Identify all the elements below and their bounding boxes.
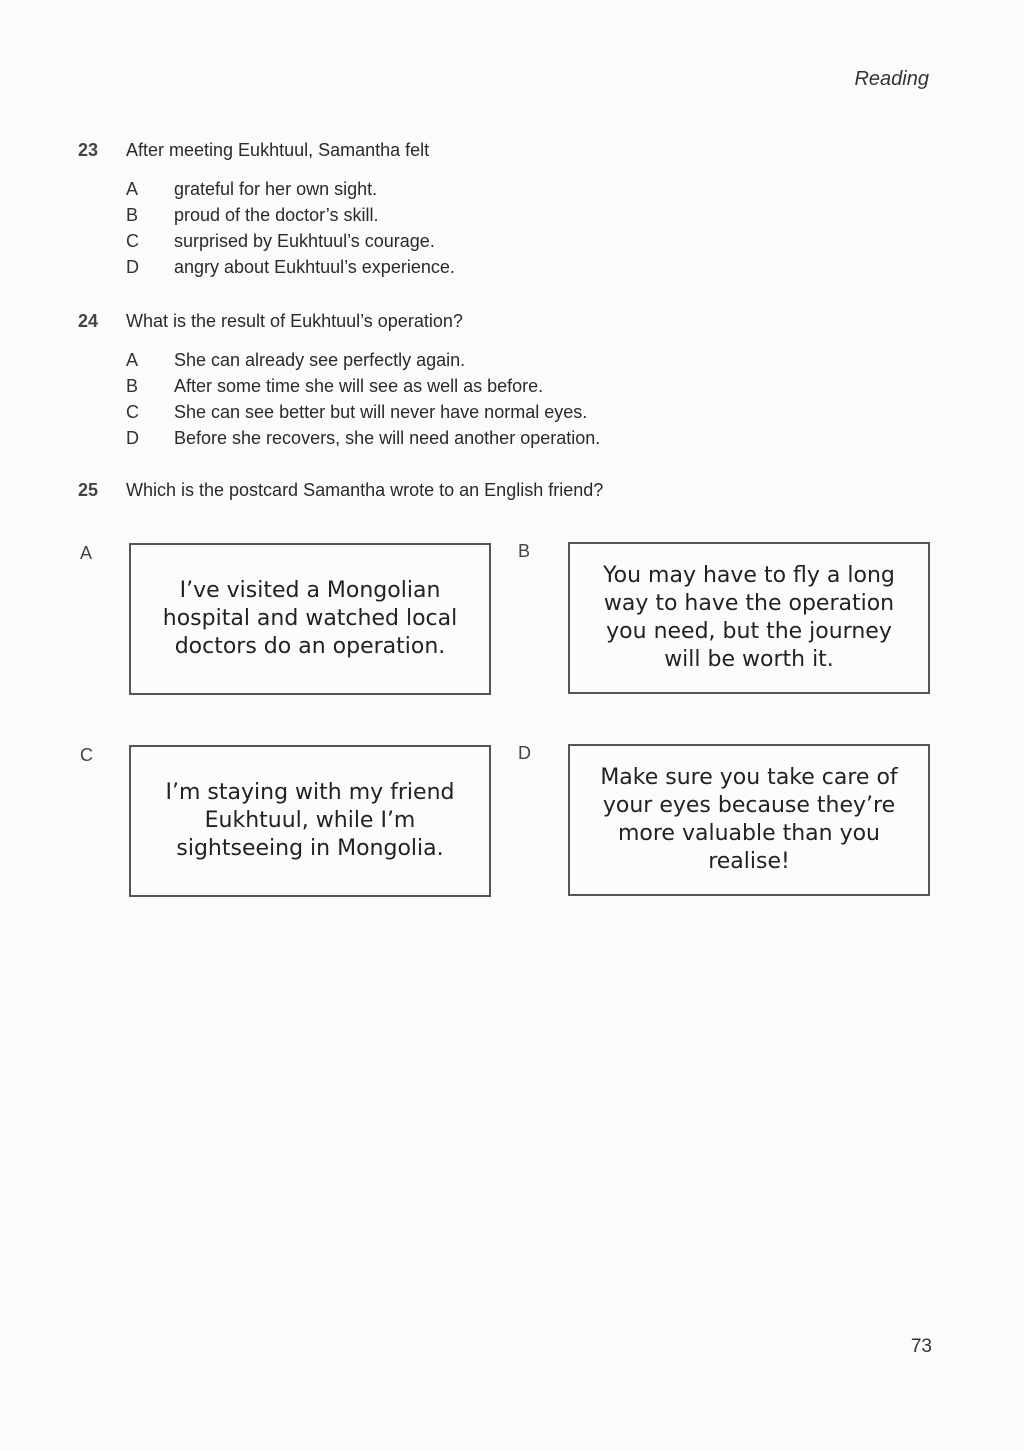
option-letter: B xyxy=(126,205,139,225)
option-text: She can already see perfectly again. xyxy=(174,350,466,370)
postcard-a[interactable] xyxy=(129,543,491,695)
option-a[interactable] xyxy=(126,347,698,373)
option-letter: C xyxy=(126,231,139,251)
question-number: 23 xyxy=(78,140,99,160)
option-text: grateful for her own sight. xyxy=(174,179,378,199)
postcard-label-b: B xyxy=(518,541,531,561)
options-list xyxy=(78,347,698,451)
option-letter: D xyxy=(126,428,139,448)
option-text: She can see better but will never have normal eyes. xyxy=(174,402,588,422)
options-list xyxy=(78,176,698,280)
option-c[interactable] xyxy=(126,399,698,425)
section-header: Reading xyxy=(854,68,929,90)
question-number: 25 xyxy=(78,480,99,500)
option-b[interactable] xyxy=(126,202,698,228)
page-number: 73 xyxy=(910,1336,932,1357)
postcard-text: Make sure you take care of your eyes because they’re more valuable than you realise! xyxy=(600,765,898,874)
postcard-b[interactable] xyxy=(568,542,930,694)
option-b[interactable] xyxy=(126,373,698,399)
postcard-label-a: A xyxy=(80,543,93,563)
option-a[interactable] xyxy=(126,176,698,202)
question-25 xyxy=(78,478,698,502)
option-c[interactable] xyxy=(126,228,698,254)
question-23 xyxy=(78,138,698,280)
option-text: surprised by Eukhtuul’s courage. xyxy=(174,231,435,251)
option-letter: A xyxy=(126,179,139,199)
option-letter: D xyxy=(126,257,139,277)
option-letter: C xyxy=(126,402,139,422)
postcard-text: I’ve visited a Mongolian hospital and watched local doctors do an operation. xyxy=(162,578,458,659)
postcard-c[interactable] xyxy=(129,745,491,897)
postcard-label-c: C xyxy=(80,745,93,765)
option-d[interactable] xyxy=(126,254,698,280)
option-text: proud of the doctor’s skill. xyxy=(174,205,379,225)
question-text: Which is the postcard Samantha wrote to an English friend? xyxy=(126,480,604,500)
option-letter: B xyxy=(126,376,139,396)
postcard-label-d: D xyxy=(518,743,531,763)
question-text: After meeting Eukhtuul, Samantha felt xyxy=(126,140,430,160)
option-text: After some time she will see as well as before. xyxy=(174,376,544,396)
question-text: What is the result of Eukhtuul’s operation? xyxy=(126,311,463,331)
option-text: Before she recovers, she will need another operation. xyxy=(174,428,601,448)
option-text: angry about Eukhtuul’s experience. xyxy=(174,257,455,277)
option-d[interactable] xyxy=(126,425,698,451)
question-24 xyxy=(78,309,698,451)
question-number: 24 xyxy=(78,311,99,331)
postcard-text: I’m staying with my friend Eukhtuul, while I’m sightseeing in Mongolia. xyxy=(165,780,455,861)
option-letter: A xyxy=(126,350,139,370)
postcard-d[interactable] xyxy=(568,744,930,896)
postcard-text: You may have to fly a long way to have the operation you need, but the journey will be worth it. xyxy=(603,563,895,672)
